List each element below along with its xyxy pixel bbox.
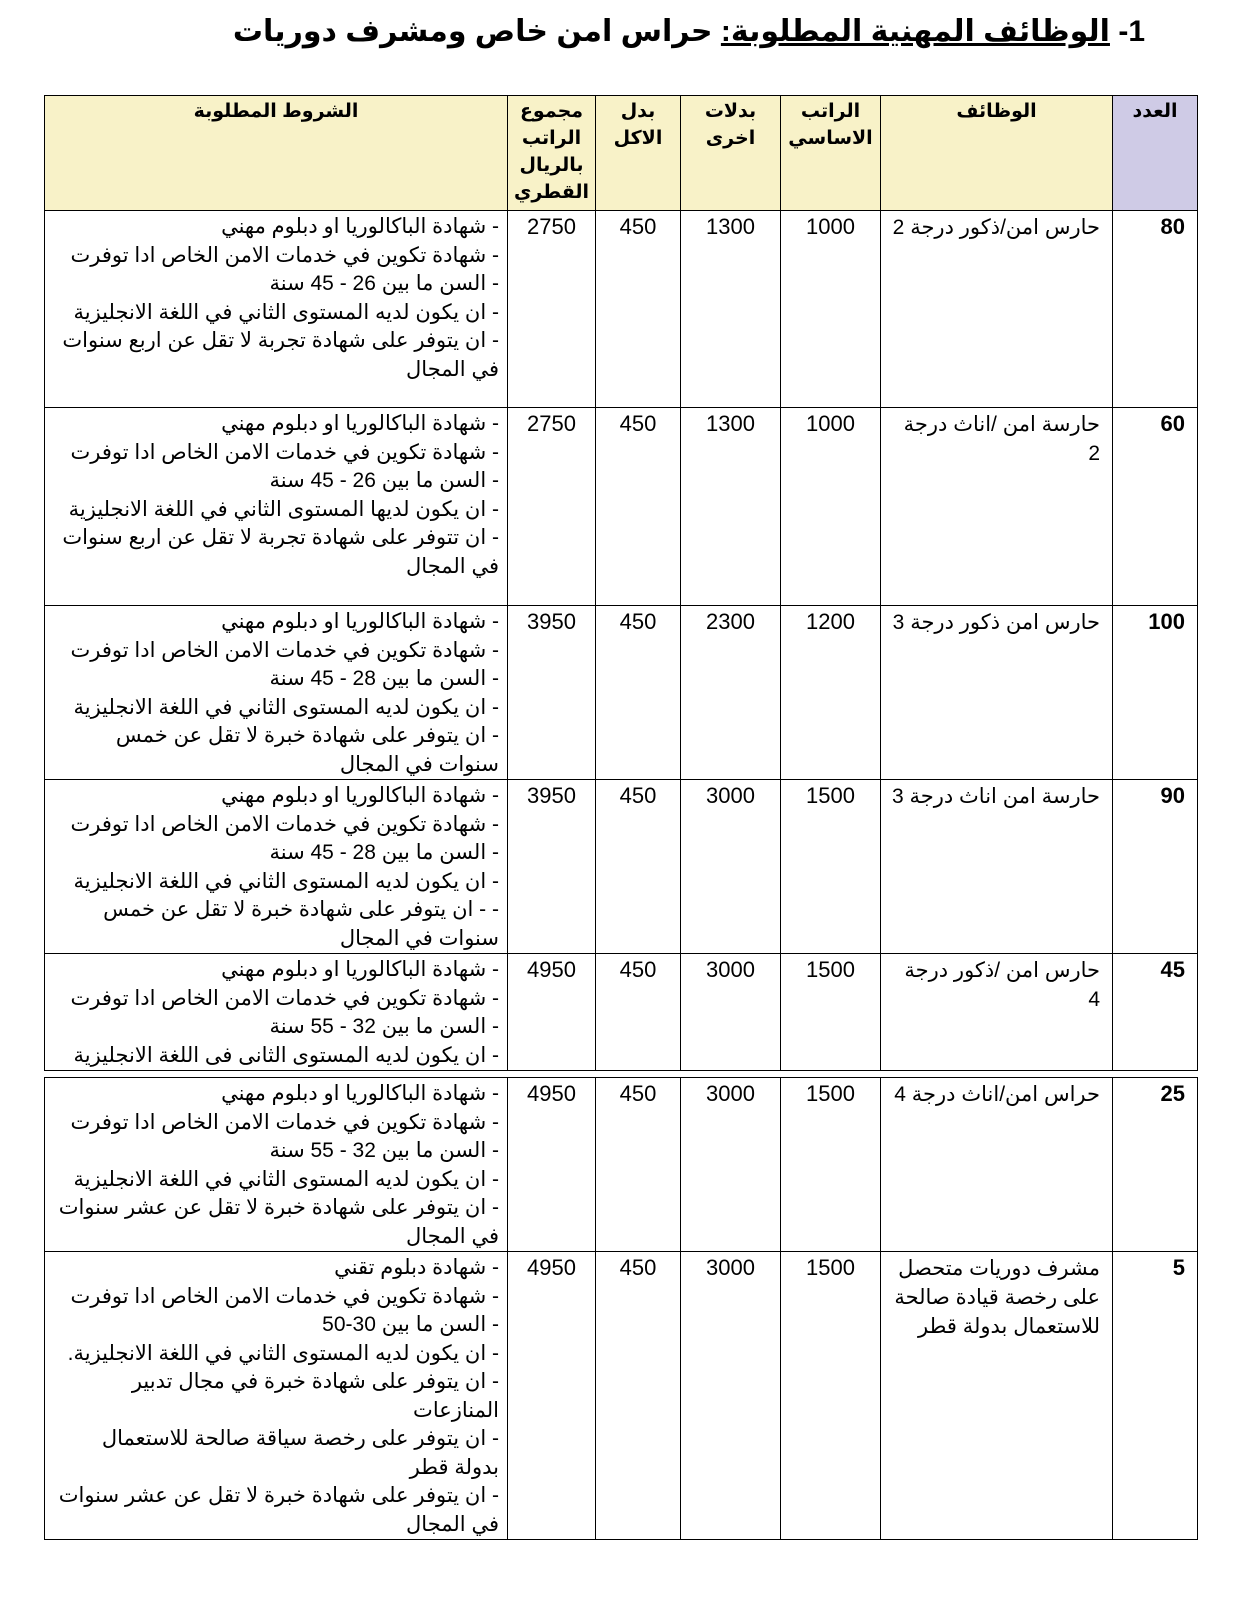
- other-allowances-cell: 3000: [681, 954, 781, 1071]
- total-salary-cell: 4950: [508, 1078, 596, 1252]
- condition-item: - ان يتوفر على رخصة سياقة صالحة للاستعمال بدولة قطر: [101, 1427, 499, 1479]
- condition-item: - شهادة الباكالوريا او دبلوم مهني: [221, 958, 499, 981]
- other-allowances-cell: 3000: [681, 1078, 781, 1252]
- job-title-cell: حراس امن/اناث درجة 4: [881, 1078, 1113, 1252]
- total-salary-cell: 3950: [508, 606, 596, 780]
- condition-item: - ان يكون لديه المستوى الثاني في اللغة الانجليزية: [73, 695, 499, 719]
- total-salary-cell: 2750: [508, 211, 596, 408]
- condition-item: - ان يكون لديه المستوى الثاني في اللغة الانجليزية: [73, 869, 499, 893]
- conditions-cell: [45, 606, 508, 780]
- condition-item: - ان يكون لديه المستوى الثاني في اللغة الانجليزية: [73, 300, 499, 324]
- condition-item: - شهادة تكوين في خدمات الامن الخاص ادا توفرت: [70, 1110, 499, 1134]
- conditions-list: [55, 782, 499, 953]
- food-allowance-cell: 450: [596, 211, 681, 408]
- header-food-allowance: بدل الاكل: [596, 96, 681, 211]
- condition-item: - شهادة الباكالوريا او دبلوم مهني: [221, 215, 499, 238]
- condition-item: - ان يكون لديه المستوى الثاني في اللغة الانجليزية: [73, 1167, 499, 1191]
- condition-item: - شهادة الباكالوريا او دبلوم مهني: [221, 784, 499, 807]
- condition-item: - شهادة تكوين في خدمات الامن الخاص ادا توفرت: [70, 243, 499, 267]
- title-subject: حراس امن خاص ومشرف دوريات: [232, 15, 713, 48]
- row-gap-cell: [45, 1071, 1198, 1078]
- food-allowance-cell: 450: [596, 408, 681, 606]
- condition-item: - شهادة الباكالوريا او دبلوم مهني: [221, 610, 499, 633]
- count-cell: 45: [1113, 954, 1198, 1071]
- condition-item: - ان يكون لديها المستوى الثاني في اللغة الانجليزية: [68, 497, 499, 521]
- total-salary-cell: 4950: [508, 1252, 596, 1540]
- other-allowances-cell: 3000: [681, 780, 781, 954]
- condition-item: - السن ما بين 28 - 45 سنة: [269, 841, 499, 864]
- conditions-list: [55, 213, 499, 384]
- conditions-cell: [45, 1252, 508, 1540]
- condition-item: - ان يتوفر على شهادة خبرة لا تقل عن عشر سنوات في المجال: [58, 1196, 499, 1248]
- condition-item: - ان يكون لديه المستوى الثانى فى اللغة الانجليزية: [73, 1043, 499, 1067]
- basic-salary-cell: 1000: [781, 211, 881, 408]
- other-allowances-cell: 3000: [681, 1252, 781, 1540]
- header-conditions: الشروط المطلوبة: [45, 96, 508, 211]
- job-title-cell: حارسة امن /اناث درجة 2: [881, 408, 1113, 606]
- page-title: [233, 14, 1145, 49]
- job-title-cell: حارس امن/ذكور درجة 2: [881, 211, 1113, 408]
- basic-salary-cell: 1500: [781, 1078, 881, 1252]
- condition-item: - شهادة الباكالوريا او دبلوم مهني: [221, 412, 499, 435]
- conditions-cell: [45, 780, 508, 954]
- table-row: [45, 954, 1198, 1071]
- condition-item: - - ان يتوفر على شهادة خبرة لا تقل عن خمس سنوات في المجال: [103, 898, 499, 950]
- header-basic-salary: الراتب الاساسي: [781, 96, 881, 211]
- condition-item: - شهادة تكوين في خدمات الامن الخاص ادا توفرت: [70, 812, 499, 836]
- condition-item: - السن ما بين 26 - 45 سنة: [269, 469, 499, 492]
- condition-item: - ان يتوفر على شهادة خبرة لا تقل عن عشر سنوات في المجال: [58, 1484, 499, 1536]
- header-row: [45, 96, 1198, 211]
- header-count: العدد: [1113, 96, 1198, 211]
- conditions-list: [55, 608, 499, 779]
- basic-salary-cell: 1000: [781, 408, 881, 606]
- condition-item: - ان يتوفر على شهادة خبرة في مجال تدبير المنازعات: [131, 1370, 499, 1422]
- other-allowances-cell: 1300: [681, 408, 781, 606]
- condition-item: - ان يتوفر على شهادة خبرة لا تقل عن خمس سنوات في المجال: [115, 724, 499, 776]
- condition-item: - شهادة تكوين في خدمات الامن الخاص ادا توفرت: [70, 440, 499, 464]
- count-cell: 5: [1113, 1252, 1198, 1540]
- conditions-cell: [45, 408, 508, 606]
- basic-salary-cell: 1200: [781, 606, 881, 780]
- count-cell: 90: [1113, 780, 1198, 954]
- count-cell: 80: [1113, 211, 1198, 408]
- total-salary-cell: 4950: [508, 954, 596, 1071]
- total-salary-cell: 3950: [508, 780, 596, 954]
- count-cell: 60: [1113, 408, 1198, 606]
- basic-salary-cell: 1500: [781, 954, 881, 1071]
- condition-item: - شهادة تكوين في خدمات الامن الخاص ادا توفرت: [70, 1284, 499, 1308]
- header-job: الوظائف: [881, 96, 1113, 211]
- job-title-cell: مشرف دوريات متحصل على رخصة قيادة صالحة للاستعمال بدولة قطر: [881, 1252, 1113, 1540]
- job-title-cell: حارسة امن اناث درجة 3: [881, 780, 1113, 954]
- food-allowance-cell: 450: [596, 780, 681, 954]
- header-other-allowances: بدلات اخرى: [681, 96, 781, 211]
- food-allowance-cell: 450: [596, 1078, 681, 1252]
- conditions-list: [55, 410, 499, 581]
- title-label: الوظائف المهنية المطلوبة:: [720, 15, 1110, 48]
- conditions-cell: [45, 1078, 508, 1252]
- jobs-table: [44, 95, 1198, 1540]
- other-allowances-cell: 1300: [681, 211, 781, 408]
- other-allowances-cell: 2300: [681, 606, 781, 780]
- title-number: 1-: [1118, 15, 1145, 48]
- conditions-list: [55, 1080, 499, 1251]
- conditions-cell: [45, 211, 508, 408]
- basic-salary-cell: 1500: [781, 780, 881, 954]
- food-allowance-cell: 450: [596, 606, 681, 780]
- table-row: [45, 211, 1198, 408]
- condition-item: - السن ما بين 30-50: [322, 1313, 499, 1336]
- conditions-cell: [45, 954, 508, 1071]
- conditions-list: [55, 956, 499, 1070]
- condition-item: - شهادة تكوين في خدمات الامن الخاص ادا توفرت: [70, 986, 499, 1010]
- food-allowance-cell: 450: [596, 954, 681, 1071]
- row-gap: [45, 1071, 1198, 1078]
- condition-item: - ان يتوفر على شهادة تجربة لا تقل عن اربع سنوات في المجال: [62, 329, 499, 381]
- conditions-list: [55, 1254, 499, 1539]
- total-salary-cell: 2750: [508, 408, 596, 606]
- table-row: [45, 606, 1198, 780]
- condition-item: - ان تتوفر على شهادة تجربة لا تقل عن اربع سنوات في المجال: [62, 526, 499, 578]
- table-row: [45, 408, 1198, 606]
- condition-item: - شهادة الباكالوريا او دبلوم مهني: [221, 1082, 499, 1105]
- job-title-cell: حارس امن ذكور درجة 3: [881, 606, 1113, 780]
- condition-item: - السن ما بين 32 - 55 سنة: [269, 1015, 499, 1038]
- table-row: [45, 780, 1198, 954]
- table-row: [45, 1078, 1198, 1252]
- condition-item: - شهادة دبلوم تقني: [334, 1256, 499, 1279]
- condition-item: - السن ما بين 32 - 55 سنة: [269, 1139, 499, 1162]
- basic-salary-cell: 1500: [781, 1252, 881, 1540]
- count-cell: 25: [1113, 1078, 1198, 1252]
- condition-item: - ان يكون لديه المستوى الثاني في اللغة الانجليزية.: [67, 1341, 499, 1365]
- condition-item: - السن ما بين 28 - 45 سنة: [269, 667, 499, 690]
- job-title-cell: حارس امن /ذكور درجة 4: [881, 954, 1113, 1071]
- food-allowance-cell: 450: [596, 1252, 681, 1540]
- header-total-salary: مجموع الراتب بالريال القطري: [508, 96, 596, 211]
- condition-item: - شهادة تكوين في خدمات الامن الخاص ادا توفرت: [70, 638, 499, 662]
- condition-item: - السن ما بين 26 - 45 سنة: [269, 272, 499, 295]
- count-cell: 100: [1113, 606, 1198, 780]
- table-row: [45, 1252, 1198, 1540]
